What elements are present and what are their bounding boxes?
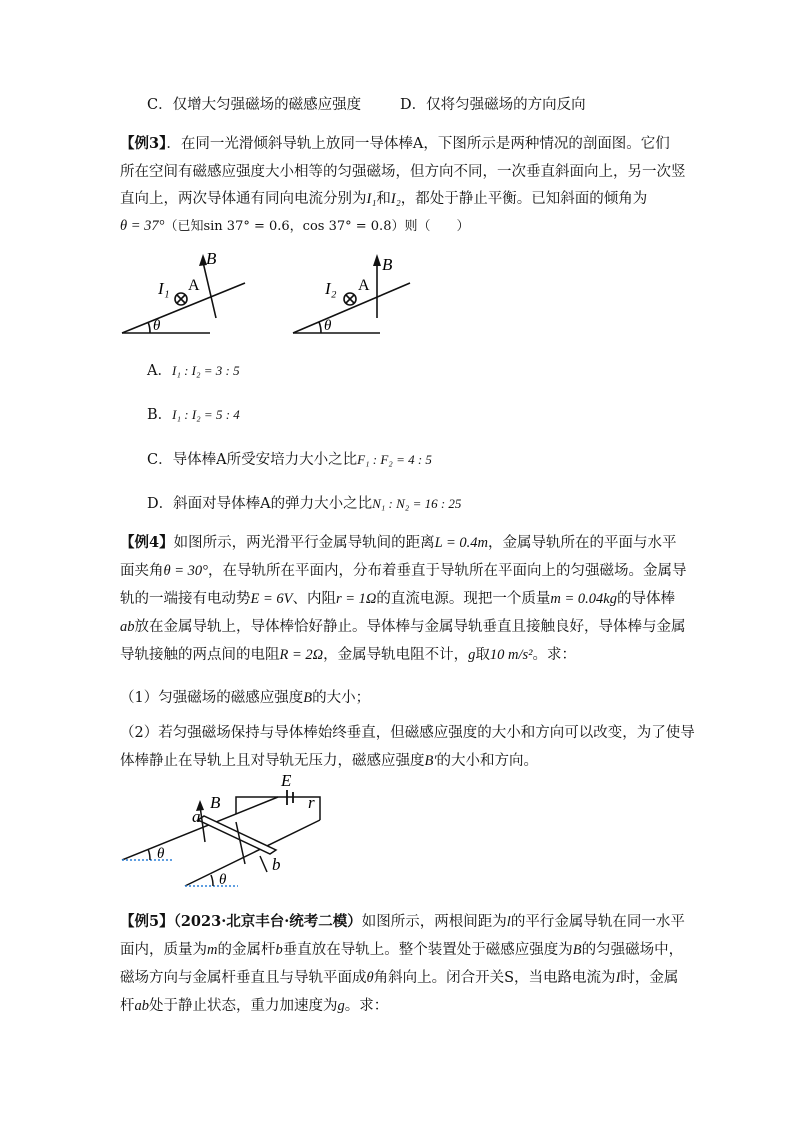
- angle-arc: [211, 875, 213, 886]
- label-b: B: [206, 249, 217, 268]
- math-ab: ab: [120, 619, 135, 635]
- math-e: E = 6V: [250, 591, 293, 607]
- ex4-text: 导轨接触的两点间的电阻: [120, 647, 280, 663]
- ex5-line4: [120, 996, 388, 1016]
- math-l: l: [506, 914, 511, 930]
- ex5-text: 如图所示，两根间距为: [361, 914, 507, 930]
- math-g-value: 10 m/s²: [489, 647, 533, 663]
- ex5-line1: [120, 912, 685, 932]
- option-math: I₁ : I₂ = 3 : 5: [171, 363, 240, 378]
- field-arrow: [200, 806, 205, 842]
- ex3-given: （已知sin 37° = 0.6，cos 37° = 0.8）则（ ）: [164, 219, 470, 234]
- ex3-text: 直向上，两次导体通有同向电流分别为: [120, 191, 367, 207]
- ex5-text: 面内，质量为: [120, 942, 207, 958]
- conductor-rod: [198, 816, 276, 854]
- math-m: m = 0.04kg: [550, 591, 617, 607]
- ex4-text: 、内阻: [292, 591, 336, 607]
- math-b-prime: B′: [424, 753, 437, 769]
- option-math: I₁ : I₂ = 5 : 4: [172, 407, 240, 422]
- ex4-text: 面夹角: [120, 563, 164, 579]
- ex5-line3: [120, 968, 678, 988]
- ex3-text: 所在空间有磁感应强度大小相等的匀强磁场，但方向不同，一次垂直斜面向上，另一次竖: [120, 164, 686, 180]
- ex5-text: 的匀强磁场中，: [581, 942, 684, 958]
- math-i1: I₁: [366, 191, 377, 207]
- ex4-text: （1）匀强磁场的磁感应强度: [120, 690, 304, 706]
- ex3-text: ，都处于静止平衡。已知斜面的倾角为: [400, 191, 648, 207]
- ex4-text: 的直流电源。现把一个质量: [376, 591, 551, 607]
- ex4-text: 轨的一端接有电动势: [120, 591, 251, 607]
- ex5-source: （2023·北京丰台·统考二模）: [173, 913, 362, 930]
- label-a: a: [192, 807, 201, 826]
- math-r-big: R = 2Ω: [279, 647, 324, 663]
- option-text: D．仅将匀强磁场的方向反向: [400, 97, 586, 113]
- option-math: N₁ : N₂ = 16 : 25: [372, 496, 462, 511]
- option-math: F₁ : F₂ = 4 : 5: [357, 452, 432, 467]
- rail-lower: [185, 820, 320, 886]
- math-b: B: [572, 942, 582, 958]
- option-text: C．仅增大匀强磁场的磁感应强度: [147, 97, 362, 113]
- label-rod: A: [358, 277, 370, 294]
- ex5-line2: [120, 940, 683, 960]
- label-b-end: b: [272, 855, 281, 874]
- ex4-text: ，金属导轨电阻不计，: [323, 647, 469, 663]
- label-r: r: [308, 793, 315, 812]
- ex5-text: 的金属杆: [217, 942, 276, 958]
- field-arrow: [260, 856, 267, 872]
- ex4-text: （2）若匀强磁场保持与导体棒始终垂直，但磁感应强度的大小和方向可以改变，为了使导: [120, 725, 695, 741]
- ex4-text: 放在金属导轨上，导体棒恰好静止。导体棒与金属导轨垂直且接触良好，导体棒与金属: [134, 619, 686, 635]
- label-b: B: [382, 255, 393, 274]
- math-g: g: [468, 647, 476, 663]
- label-i: I₂: [325, 279, 337, 298]
- ex4-text: 体棒静止在导轨上且对导轨无压力，磁感应强度: [120, 753, 425, 769]
- ex3-text: ．在同一光滑倾斜导轨上放同一导体棒A，下图所示是两种情况的剖面图。它们: [166, 136, 670, 152]
- option-label: B．: [147, 407, 173, 423]
- ex5-text: 垂直放在导轨上。整个装置处于磁感应强度为: [282, 942, 573, 958]
- option-label: A．: [147, 363, 172, 379]
- math-theta: θ = 30°: [163, 563, 208, 579]
- math-g: g: [337, 998, 345, 1014]
- ex5-text: 处于静止状态，重力加速度为: [149, 998, 338, 1014]
- label-b-field: B: [210, 793, 221, 812]
- math-i: I: [615, 970, 621, 986]
- math-m: m: [207, 942, 218, 958]
- ex3-tag: 【例3】: [120, 135, 167, 152]
- ex4-text: ，金属导轨所在的平面与水平: [488, 535, 677, 551]
- ex4-text: 取: [475, 647, 490, 663]
- label-theta: θ: [219, 872, 227, 888]
- ex5-text: 磁场方向与金属杆垂直且与导轨平面成: [120, 970, 367, 986]
- math-i2: I₂: [390, 191, 401, 207]
- ex4-text: 的导体棒: [617, 591, 675, 607]
- label-theta: θ: [324, 318, 332, 334]
- ex5-text: 角斜向上。闭合开关S，当电路电流为: [373, 970, 616, 986]
- ex3-text: 和: [376, 191, 391, 207]
- label-i: I₁: [158, 279, 170, 298]
- math-r: r = 1Ω: [336, 591, 377, 607]
- ex4-text: ，在导轨所在平面内，分布着垂直于导轨所在平面向上的匀强磁场。金属导: [207, 563, 687, 579]
- math-l: L = 0.4m: [434, 535, 489, 551]
- field-arrow: [236, 822, 245, 864]
- ex4-text: 的大小；: [312, 690, 371, 706]
- option-label: C．导体棒A所受安培力大小之比: [147, 452, 358, 468]
- math-theta: θ: [366, 970, 374, 986]
- label-rod: A: [188, 277, 200, 294]
- angle-arc: [148, 849, 150, 860]
- ex4-text: 如图所示，两光滑平行金属导轨间的距离: [173, 535, 435, 551]
- label-e: E: [281, 771, 292, 790]
- math-b: B: [303, 690, 313, 706]
- math-b-rod: b: [275, 942, 283, 958]
- ex4-text: 的大小和方向。: [436, 753, 539, 769]
- label-theta: θ: [157, 846, 165, 862]
- ex5-text: 时，金属: [620, 970, 679, 986]
- ex4-tag: 【例4】: [120, 534, 174, 551]
- ex5-text: 。求：: [344, 998, 389, 1014]
- ex5-text: 的平行金属导轨在同一水平: [510, 914, 685, 930]
- math-ab: ab: [134, 998, 149, 1014]
- option-label: D．斜面对导体棒A的弹力大小之比: [147, 496, 373, 512]
- ex4-text: 。求：: [532, 647, 577, 663]
- ex5-tag: 【例5】: [120, 913, 174, 930]
- math-theta: θ = 37°: [120, 218, 165, 234]
- ex5-text: 杆: [120, 998, 135, 1014]
- label-theta: θ: [153, 318, 161, 334]
